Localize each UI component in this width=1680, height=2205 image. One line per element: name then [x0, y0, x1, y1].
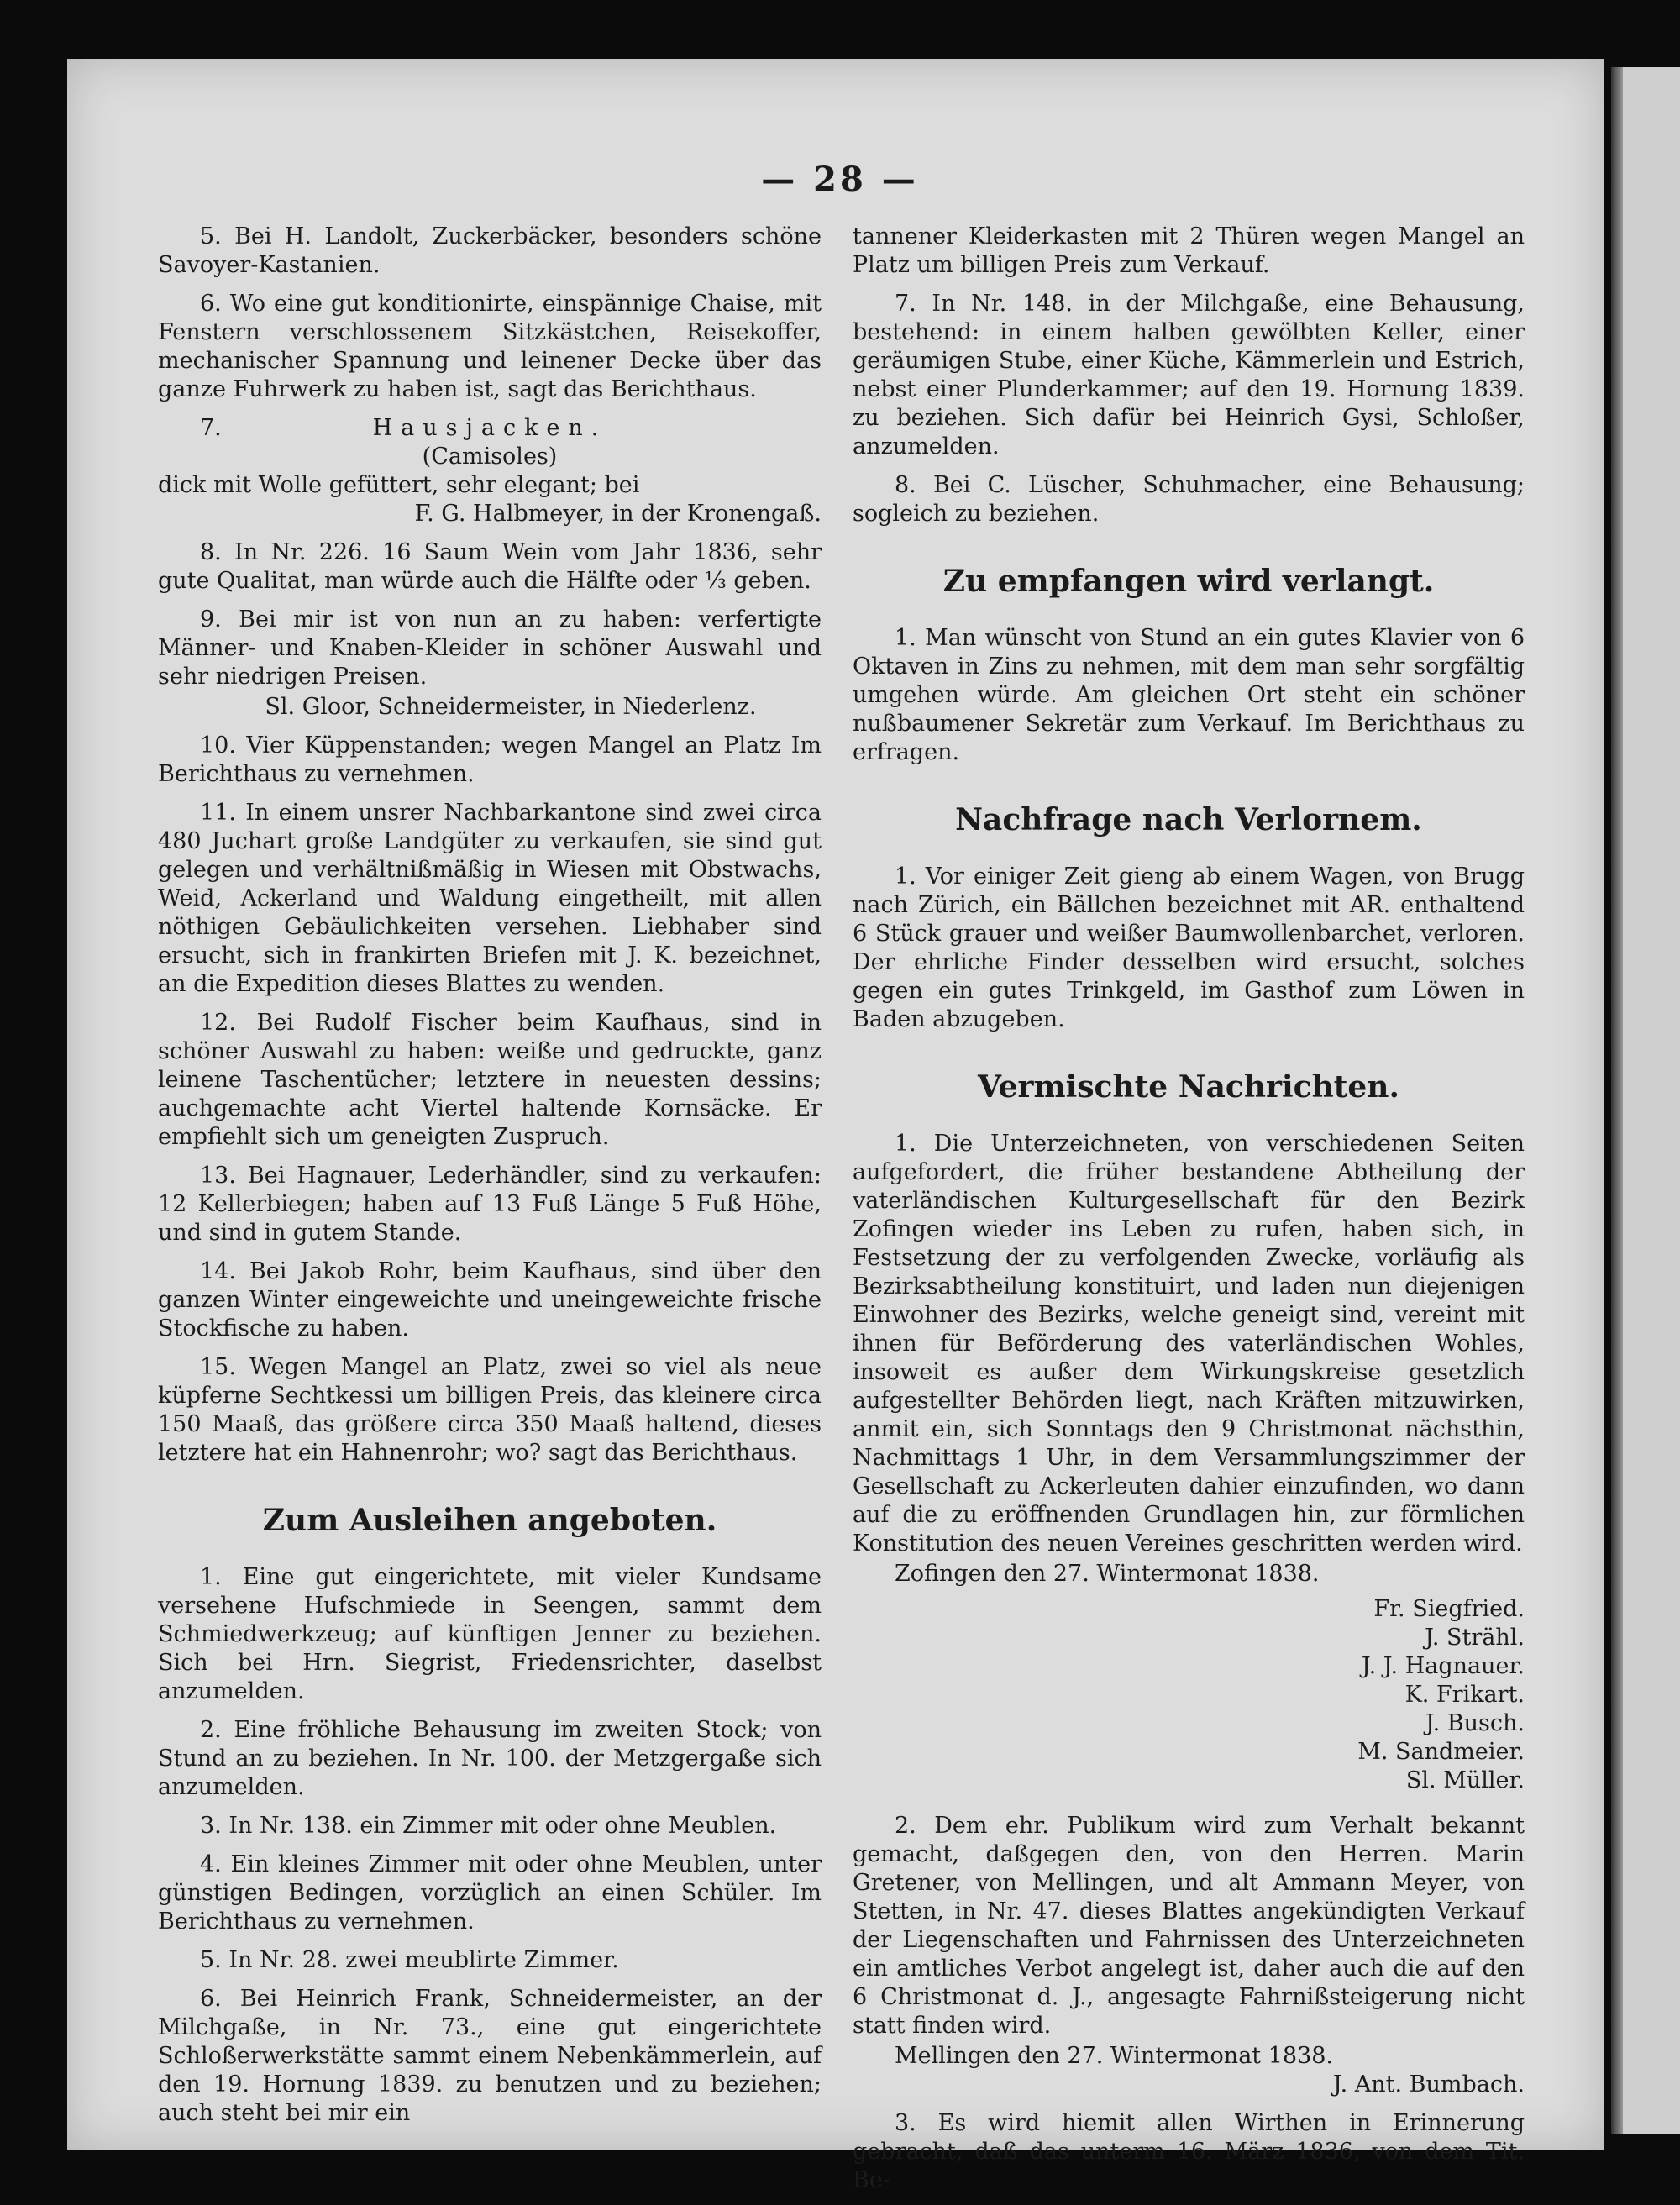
misc-item-1: 1. Die Unterzeichneten, von verschiedenen Seiten aufgefordert, die früher bestandene Abtheilung der vaterländischen Kulturgesellschaft für den Bezirk Zofingen wieder ins Leben zu rufen, haben sich, in Festsetzung der zu verfolgenden Zwecke, vorläufig als Bezirksabtheilung konstituirt, und laden nun diejenigen Einwohner des Bezirks, welche geneigt sind, vereint mit ihnen für Beförderung des vaterländischen Wohles, insoweit es außer dem Wirkungskreise gesetzlich aufgestellter Behörden liegt, nach Kräften mitzuwirken, anmit ein, sich Sonntags den 9 Christmonat nächsthin, Nachmittags 1 Uhr, in dem Versammlungszimmer der Gesellschaft zu Ackerleuten dahier einzufinden, wo dann auf die zu eröffnenden Grundlagen hin, zur förmlichen Konstitution des neuen Vereines geschritten werden wird. [853, 1131, 1525, 1557]
lend-item-4: 4. Ein kleines Zimmer mit oder ohne Meublen, unter günstigen Bedingen, vorzüglich an einen Schüler. Im Berichthaus zu vernehmen. [158, 1851, 822, 1935]
signatory: Fr. Siegfried. [1373, 1596, 1525, 1622]
left-item-11: 11. In einem unsrer Nachbarkantone sind zwei circa 480 Juchart große Landgüter zu verkaufen, sie sind gut gelegen und verhältnißmäßig in Wiesen mit Obstwachs, Weid, Ackerland und Waldung eingetheilt, mit allen nöthigen Gebäulichkeiten versehen. Liebhaber sind ersucht, sich in frankirten Briefen mit J. K. bezeichnet, an die Expedition dieses Blattes zu wenden. [158, 800, 822, 997]
left-item-13: 13. Bei Hagnauer, Lederhändler, sind zu verkaufen: 12 Kellerbiegen; haben auf 13 Fuß Länge 5 Fuß Höhe, und sind in gutem Stande. [158, 1163, 822, 1246]
misc-item-3: 3. Es wird hiemit allen Wirthen in Erinnerung gebracht, daß das unterm 16. März 1836, von dem Tit. Be- [853, 2110, 1525, 2193]
left-item-15: 15. Wegen Mangel an Platz, zwei so viel als neue küpferne Sechtkessi um billigen Preis, das kleinere circa 150 Maaß, das größere circa 350 Maaß haltend, dieses letztere hat ein Hahnenrohr; wo? sagt das Berichthaus. [158, 1354, 822, 1466]
misc-item-2: 2. Dem ehr. Publikum wird zum Verhalt bekannt gemacht, daßgegen den, von den Herren. Marin Gretener, von Mellingen, und alt Ammann Meyer, von Stetten, in Nr. 47. dieses Blattes angekündigten Verkauf der Liegenschaften und Fahrnissen des Unterzeichneten ein amtliches Verbot angelegt ist, daher auch die auf den 6 Christmonat d. J., angesagte Fahrnißsteigerung nicht statt finden wird. [853, 1813, 1525, 2039]
misc-item-2-signature: J. Ant. Bumbach. [1332, 2071, 1525, 2097]
right-item-7: 7. In Nr. 148. in der Milchgaße, eine Behausung, bestehend: in einem halben gewölbten Keller, einer geräumigen Stube, einer Küche, Kämmerlein und Estrich, nebst einer Plunderkammer; auf den 19. Hornung 1839. zu beziehen. Sich dafür bei Heinrich Gysi, Schloßer, anzumelden. [853, 291, 1525, 459]
lend-item-1: 1. Eine gut eingerichtete, mit vieler Kundsame versehene Hufschmiede in Seengen, sammt dem Schmiedwerkzeug; auf künftigen Jenner zu beziehen. Sich bei Hrn. Siegrist, Friedensrichter, daselbst anzumelden. [158, 1564, 822, 1704]
lend-item-5: 5. In Nr. 28. zwei meublirte Zimmer. [200, 1947, 619, 1973]
left-item-8: 8. In Nr. 226. 16 Saum Wein vom Jahr 1836, sehr gute Qualitat, man würde auch die Hälfte oder ⅓ geben. [158, 539, 822, 594]
section-heading-misc: Vermischte Nachrichten. [978, 1069, 1399, 1105]
right-continued-text: tannener Kleiderkasten mit 2 Thüren wegen Mangel an Platz um billigen Preis zum Verkauf. [853, 223, 1525, 278]
misc-item-2-date: Mellingen den 27. Wintermonat 1838. [895, 2043, 1334, 2069]
misc-item-1-date: Zofingen den 27. Wintermonat 1838. [895, 1561, 1320, 1587]
lend-item-6: 6. Bei Heinrich Frank, Schneidermeister, an der Milchgaße, in Nr. 73., eine gut eingerichtete Schloßerwerkstätte sammt einem Nebenkämmerlein, auf den 19. Hornung 1839. zu benutzen und zu beziehen; auch steht bei mir ein [158, 1986, 822, 2126]
item-7-seller: F. G. Halbmeyer, in der Kronengaß. [414, 501, 822, 527]
book-gutter [1611, 67, 1623, 2134]
signatory: K. Frikart. [1404, 1682, 1525, 1708]
signatory: Sl. Müller. [1405, 1767, 1525, 1793]
item-7-number: 7. [200, 415, 222, 441]
lend-item-2: 2. Eine fröhliche Behausung im zweiten Stock; von Stund an zu beziehen. In Nr. 100. der Metzgergaße sich anzumelden. [158, 1717, 822, 1800]
signatories-list [853, 1595, 1525, 1795]
wanted-item-1: 1. Man wünscht von Stund an ein gutes Klavier von 6 Oktaven in Zins zu nehmen, mit dem man sehr sorgfältig umgehen würde. Am gleichen Ort steht ein schöner nußbaumener Sekretär zum Verkauf. Im Berichthaus zu erfragen. [853, 625, 1525, 765]
left-item-10: 10. Vier Küppenstanden; wegen Mangel an Platz Im Berichthaus zu vernehmen. [158, 732, 822, 787]
section-heading-wanted: Zu empfangen wird verlangt. [942, 564, 1435, 599]
right-item-8: 8. Bei C. Lüscher, Schuhmacher, eine Behausung; sogleich zu beziehen. [853, 472, 1525, 527]
section-heading-lend: Zum Ausleihen angeboten. [262, 1503, 717, 1538]
item-7-title: Hausjacken. [372, 415, 607, 441]
left-column [158, 223, 822, 2138]
section-heading-lost: Nachfrage nach Verlornem. [955, 802, 1422, 837]
lend-item-3: 3. In Nr. 138. ein Zimmer mit oder ohne Meublen. [200, 1813, 777, 1839]
left-item-6: 6. Wo eine gut konditionirte, einspännige Chaise, mit Fenstern verschlossenem Sitzkästchen, Reisekoffer, mechanischer Spannung und leinener Decke über das ganze Fuhrwerk zu haben ist, sagt das Berichthaus. [158, 291, 822, 402]
page-number: — 28 — [761, 160, 919, 199]
lost-item-1: 1. Vor einiger Zeit gieng ab einem Wagen, von Brugg nach Zürich, ein Bällchen bezeichnet mit AR. enthaltend 6 Stück grauer und weißer Baumwollenbarchet, verloren. Der ehrliche Finder desselben wird ersucht, solches gegen ein gutes Trinkgeld, im Gasthof zum Löwen in Baden abzugeben. [853, 864, 1525, 1032]
left-item-12: 12. Bei Rudolf Fischer beim Kaufhaus, sind in schöner Auswahl zu haben: weiße und gedruckte, ganz leinene Taschentücher; letztere in neuesten dessins; auchgemachte acht Viertel haltende Kornsäcke. Er empfiehlt sich um geneigten Zuspruch. [158, 1010, 822, 1150]
left-item-14: 14. Bei Jakob Rohr, beim Kaufhaus, sind über den ganzen Winter eingeweichte und uneingeweichte frische Stockfische zu haben. [158, 1258, 822, 1341]
left-item-9: 9. Bei mir ist von nun an zu haben: verfertigte Männer- und Knaben-Kleider in schöner Auswahl und sehr niedrigen Preisen. [158, 606, 822, 690]
left-item-9-signature: Sl. Gloor, Schneidermeister, in Niederlenz. [265, 694, 757, 720]
item-7-subtitle: (Camisoles) [422, 444, 558, 470]
signatory: J. Busch. [1425, 1710, 1525, 1736]
left-item-5: 5. Bei H. Landolt, Zuckerbäcker, besonders schöne Savoyer-Kastanien. [158, 223, 822, 278]
signatory: J. Strähl. [1425, 1625, 1525, 1651]
right-column [853, 223, 1525, 2205]
left-item-7 [158, 414, 822, 528]
signatory: J. J. Hagnauer. [1361, 1653, 1525, 1679]
adjacent-page-edge [1611, 67, 1680, 2134]
item-7-line: dick mit Wolle gefüttert, sehr elegant; bei [158, 472, 640, 498]
signatory: M. Sandmeier. [1357, 1739, 1525, 1765]
